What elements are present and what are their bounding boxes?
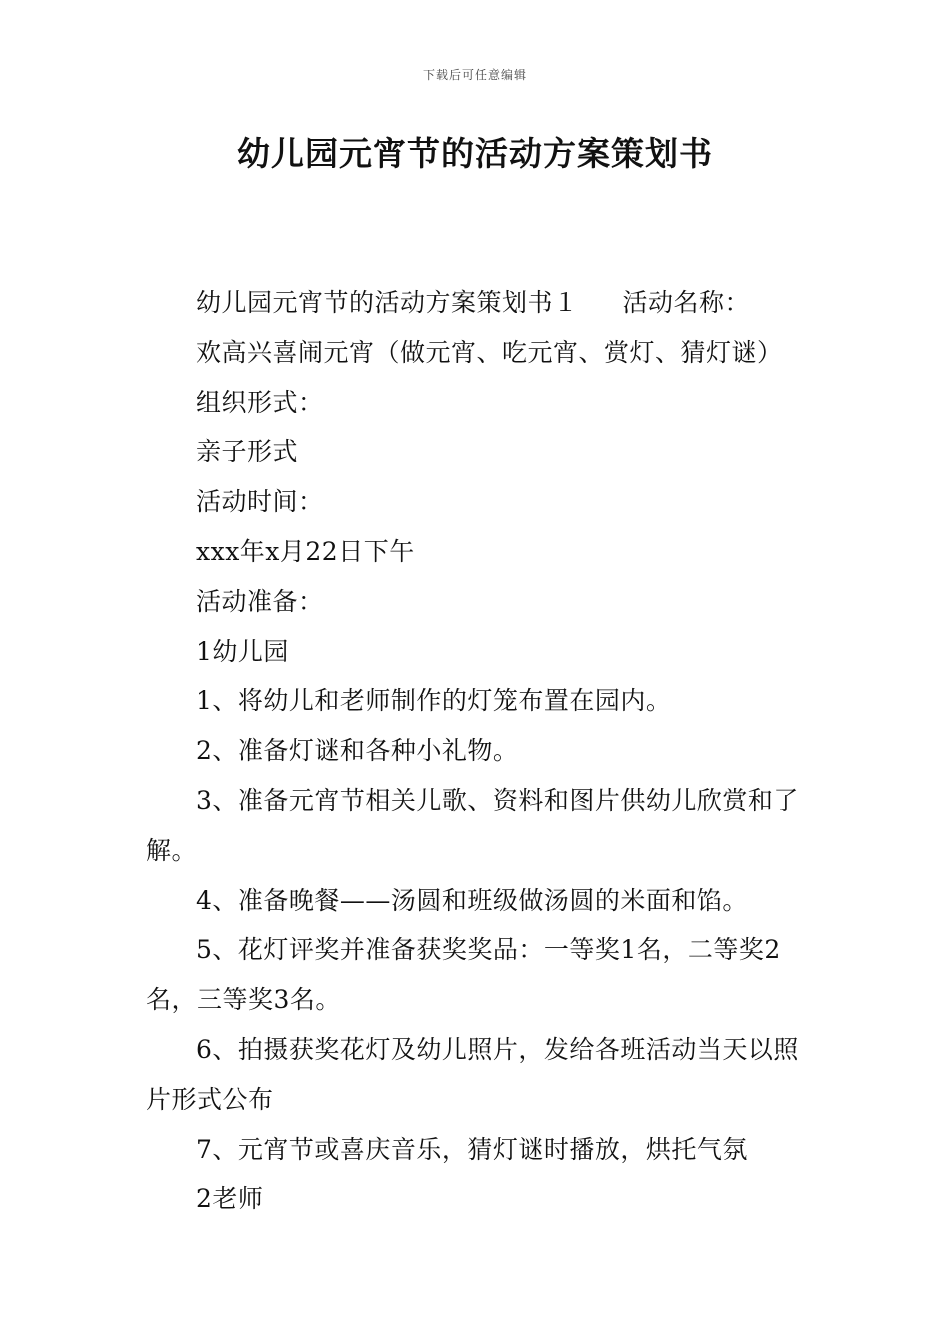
page-title: 幼儿园元宵节的活动方案策划书	[237, 134, 713, 173]
paragraph-organization-label: 组织形式：	[196, 387, 324, 417]
paragraph-intro-heading: 幼儿园元宵节的活动方案策划书１	[196, 288, 579, 317]
header-note: 下载后可任意编辑	[422, 68, 527, 82]
paragraph-preparation-label: 活动准备：	[196, 586, 324, 616]
paragraph-organization: 亲子形式	[196, 437, 299, 467]
paragraph-activity-name-label: 活动名称：	[622, 288, 751, 317]
paragraph-section-teacher: 2老师	[196, 1184, 264, 1214]
list-item: 4、准备晚餐——汤圆和班级做汤圆的米面和馅。	[196, 885, 748, 915]
list-item: 1、将幼儿和老师制作的灯笼布置在园内。	[196, 686, 672, 716]
list-item: 3、准备元宵节相关儿歌、资料和图片供幼儿欣赏和了解。	[146, 785, 799, 865]
paragraph-intro	[146, 278, 810, 328]
paragraph-time: xxx年x月22日下午	[196, 536, 415, 566]
paragraph-time-label: 活动时间：	[196, 487, 324, 517]
paragraph-activity-name: 欢高兴喜闹元宵（做元宵、吃元宵、赏灯、猜灯谜）	[196, 337, 783, 367]
list-item: 2、准备灯谜和各种小礼物。	[196, 736, 519, 766]
list-item: 7、元宵节或喜庆音乐，猜灯谜时播放，烘托气氛	[196, 1134, 748, 1164]
list-item: 5、花灯评奖并准备获奖奖品：一等奖1名，二等奖2名，三等奖3名。	[146, 935, 781, 1015]
paragraph-section-kindergarten: 1幼儿园	[196, 636, 289, 666]
document-body	[146, 278, 810, 1224]
list-item: 6、拍摄获奖花灯及幼儿照片，发给各班活动当天以照片形式公布	[146, 1034, 799, 1114]
